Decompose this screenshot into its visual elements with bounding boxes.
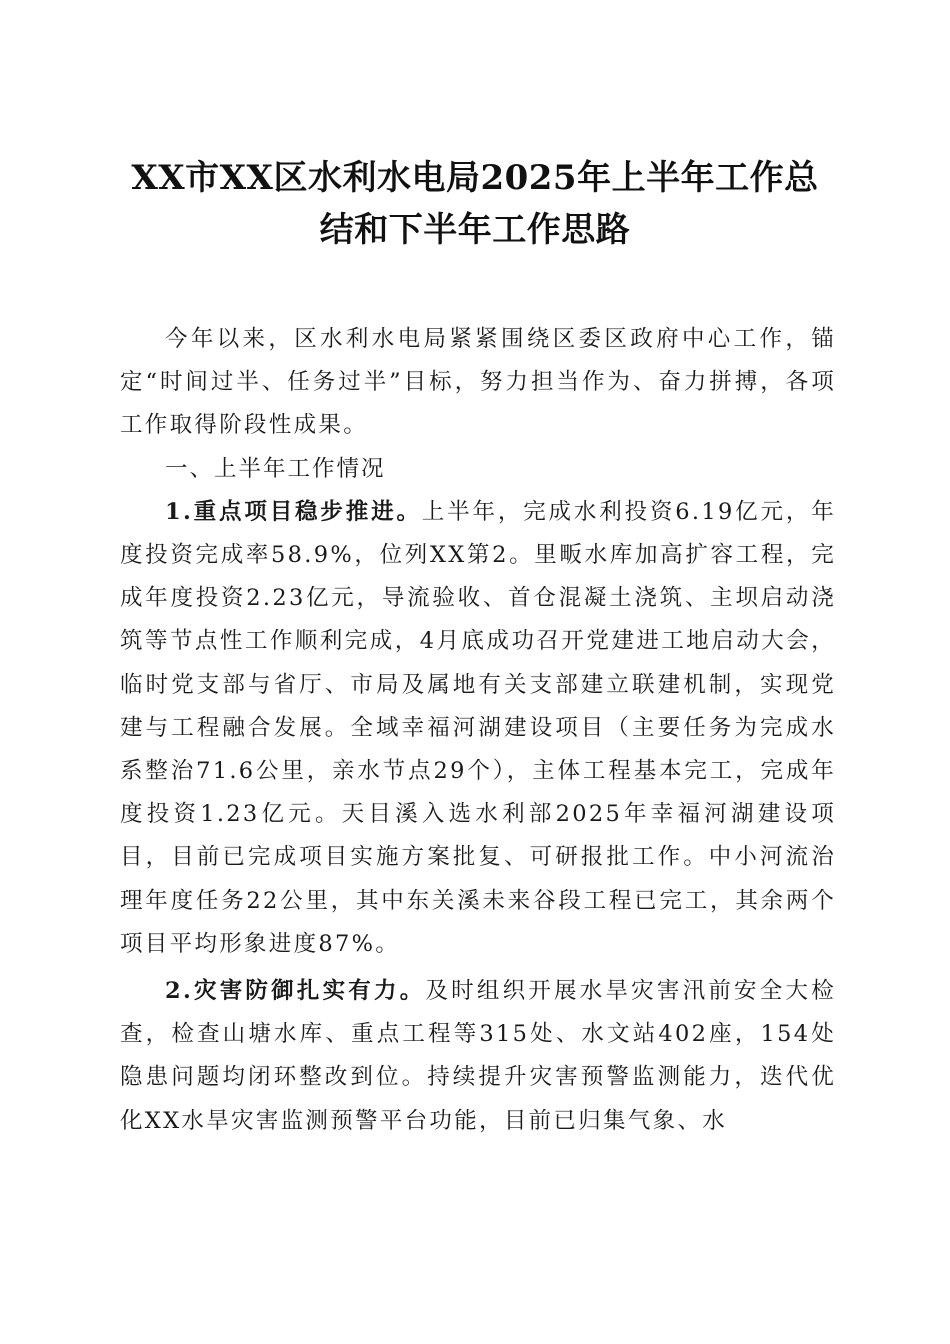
item-1-lead: 1.重点项目稳步推进。 (165, 498, 422, 525)
document-body (120, 318, 836, 1143)
item-2-body: 及时组织开展水旱灾害汛前安全大检查，检查山塘水库、重点工程等315处、水文站402座，154处隐患问题均闭环整改到位。持续提升灾害预警监测能力，迭代优化XX水旱灾害监测预警平台功能，目前已归集气象、水 (120, 978, 836, 1134)
item-1-paragraph (120, 491, 836, 966)
document-title (100, 152, 850, 256)
title-line-1: XX市XX区水利水电局2025年上半年工作总 (131, 158, 819, 198)
item-1-body: 上半年，完成水利投资6.19亿元，年度投资完成率58.9%，位列XX第2。里畈水库加高扩容工程，完成年度投资2.23亿元，导流验收、首仓混凝土浇筑、主坝启动浇筑等节点性工作顺利完成，4月底成功召开党建进工地启动大会，临时党支部与省厅、市局及属地有关支部建立联建机制，实现党建与工程融合发展。全域幸福河湖建设项目（主要任务为完成水系整治71.6公里，亲水节点29个），主体工程基本完工，完成年度投资1.23亿元。天目溪入选水利部2025年幸福河湖建设项目，目前已完成项目实施方案批复、可研报批工作。中小河流治理年度任务22公里，其中东关溪未来谷段工程已完工，其余两个项目平均形象进度87%。 (120, 498, 836, 957)
section-heading: 一、上半年工作情况 (165, 455, 386, 482)
intro-paragraph: 今年以来，区水利水电局紧紧围绕区委区政府中心工作，锚定“时间过半、任务过半”目标，努力担当作为、奋力拼搏，各项工作取得阶段性成果。 (120, 326, 836, 439)
item-2-lead: 2.灾害防御扎实有力。 (165, 978, 426, 1005)
title-line-2: 结和下半年工作思路 (319, 210, 631, 250)
item-2-paragraph (120, 970, 836, 1143)
